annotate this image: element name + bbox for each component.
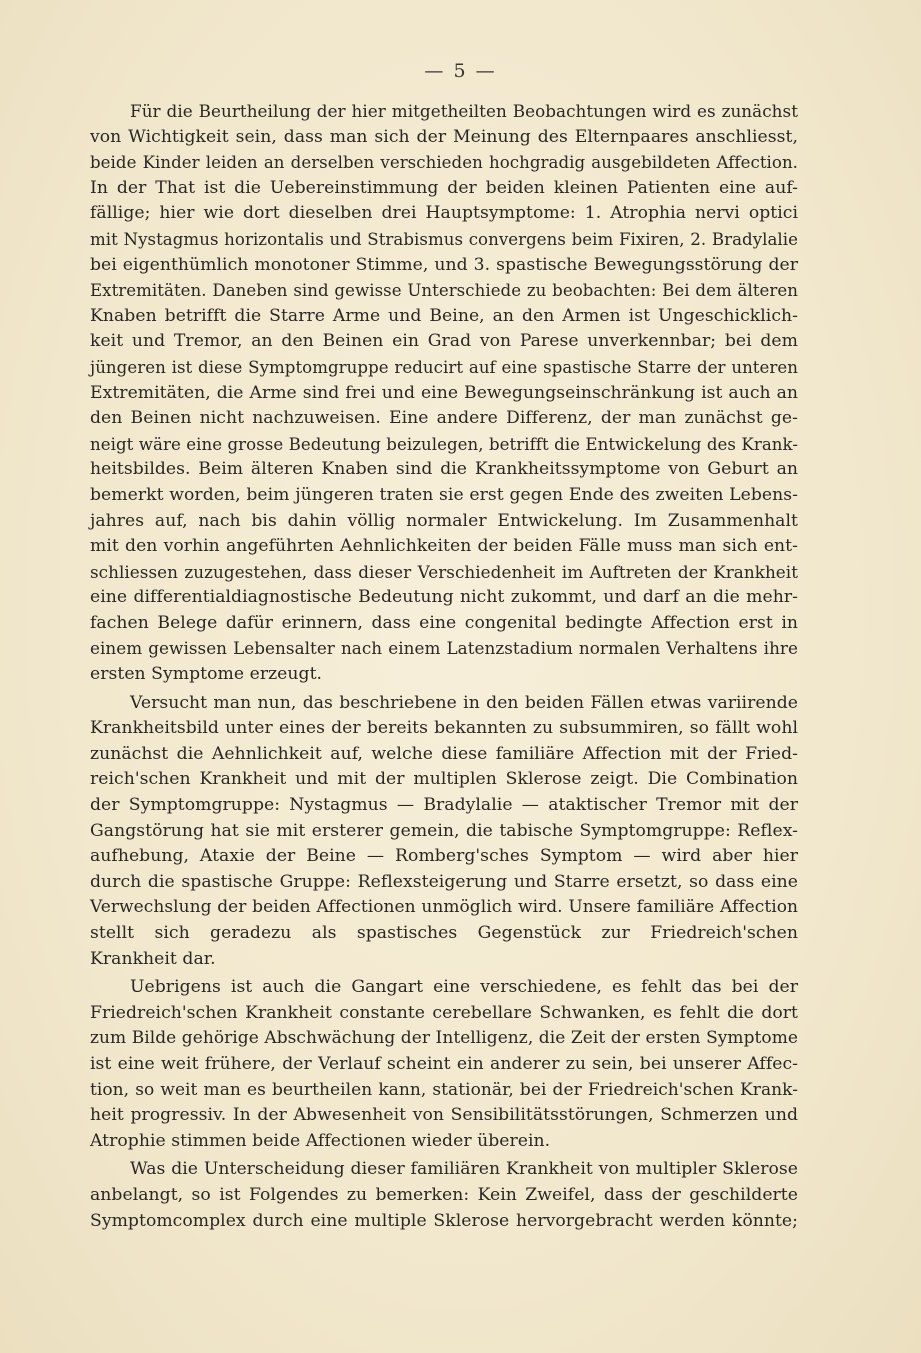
text-line: Gangstörung hat sie mit ersterer gemein, die tabische Symptomgruppe: Reflex- [90,820,798,841]
text-line: bei eigenthümlich monotoner Stimme, und 3. spastische Bewegungsstörung der [90,254,798,275]
text-line: Atrophie stimmen beide Affectionen wieder überein. [90,1130,551,1151]
body-text [90,99,798,1234]
page-number: — 5 — [424,60,497,82]
text-line: stellt sich geradezu als spastisches Gegenstück zur Friedreich'schen [90,923,798,943]
paragraph-4 [90,1157,798,1234]
text-line: durch die spastische Gruppe: Reflexsteigerung und Starre ersetzt, so dass eine [90,871,798,892]
text-line: heit progressiv. In der Abwesenheit von Sensibilitätsstörungen, Schmerzen und [90,1105,798,1126]
text-line: mit den vorhin angeführten Aehnlichkeiten der beiden Fälle muss man sich ent- [90,536,798,557]
text-line: fachen Belege dafür erinnern, dass eine congenital bedingte Affection erst in [90,612,798,633]
text-line: In der That ist die Uebereinstimmung der beiden kleinen Patienten eine auf- [90,177,798,198]
text-line: Extremitäten, die Arme sind frei und eine Bewegungseinschränkung ist auch an [90,382,798,403]
text-line: Knaben betrifft die Starre Arme und Beine, an den Armen ist Ungeschicklich- [90,305,798,326]
text-line: der Symptomgruppe: Nystagmus — Bradylalie — ataktischer Tremor mit der [90,795,798,816]
text-line: reich'schen Krankheit und mit der multiplen Sklerose zeigt. Die Combination [90,769,798,790]
text-line: jahres auf, nach bis dahin völlig normaler Entwickelung. Im Zusammenhalt [90,510,798,531]
text-line: Verwechslung der beiden Affectionen unmöglich wird. Unsere familiäre Affection [90,897,798,918]
text-line: Symptomcomplex durch eine multiple Sklerose hervorgebracht werden könnte; [90,1210,798,1231]
text-line: Uebrigens ist auch die Gangart eine verschiedene, es fehlt das bei der [130,977,798,998]
text-line: von Wichtigkeit sein, dass man sich der Meinung des Elternpaares anschliesst, [90,126,798,147]
text-line: eine differentialdiagnostische Bedeutung nicht zukommt, und darf an die mehr- [90,587,798,608]
text-line: einem gewissen Lebensalter nach einem Latenzstadium normalen Verhaltens ihre [90,638,798,659]
text-line: mit Nystagmus horizontalis und Strabismus convergens beim Fixiren, 2. Bradylalie [90,229,798,249]
text-line: zum Bilde gehörige Abschwächung der Intelligenz, die Zeit der ersten Symptome [90,1028,798,1049]
text-line: beide Kinder leiden an derselben verschieden hochgradig ausgebildeten Affection. [90,153,798,173]
text-line: aufhebung, Ataxie der Beine — Romberg'sches Symptom — wird aber hier [90,846,798,867]
text-line: Versucht man nun, das beschriebene in den beiden Fällen etwas variirende [130,692,798,713]
text-line: ersten Symptome erzeugt. [90,664,323,685]
text-line: neigt wäre eine grosse Bedeutung beizulegen, betrifft die Entwickelung des Krank- [90,434,798,454]
text-line: Extremitäten. Daneben sind gewisse Unterschiede zu beobachten: Bei dem älteren [90,281,798,301]
text-line: heitsbildes. Beim älteren Knaben sind die Krankheitssymptome von Geburt an [90,459,798,480]
paragraph-2 [90,691,798,973]
text-line: Für die Beurtheilung der hier mitgetheilten Beobachtungen wird es zunächst [130,101,798,121]
text-line: anbelangt, so ist Folgendes zu bemerken: Kein Zweifel, dass der geschilderte [90,1184,798,1205]
text-line: schliessen zuzugestehen, dass dieser Verschiedenheit im Auftreten der Krankheit [90,561,798,582]
text-line: Krankheitsbild unter eines der bereits bekannten zu subsummiren, so fällt wohl [90,718,798,739]
text-line: zunächst die Aehnlichkeit auf, welche diese familiäre Affection mit der Fried- [90,743,798,764]
text-line: Was die Unterscheidung dieser familiären Krankheit von multipler Sklerose [130,1159,798,1180]
text-line: ist eine weit frühere, der Verlauf scheint ein anderer zu sein, bei unserer Affec- [90,1053,798,1074]
text-line: bemerkt worden, beim jüngeren traten sie erst gegen Ende des zweiten Lebens- [90,484,798,505]
paragraph-1 [90,99,798,688]
text-line: Krankheit dar. [90,948,216,969]
text-line: den Beinen nicht nachzuweisen. Eine andere Differenz, der man zunächst ge- [90,408,798,429]
paragraph-3 [90,975,798,1154]
text-line: jüngeren ist diese Symptomgruppe reducirt auf eine spastische Starre der unteren [90,357,798,377]
text-line: fällige; hier wie dort dieselben drei Hauptsymptome: 1. Atrophia nervi optici [90,203,798,224]
text-line: Friedreich'schen Krankheit constante cerebellare Schwanken, es fehlt die dort [90,1002,798,1023]
text-line: tion, so weit man es beurtheilen kann, stationär, bei der Friedreich'schen Krank- [90,1079,798,1100]
text-line: keit und Tremor, an den Beinen ein Grad von Parese unverkennbar; bei dem [90,331,798,352]
